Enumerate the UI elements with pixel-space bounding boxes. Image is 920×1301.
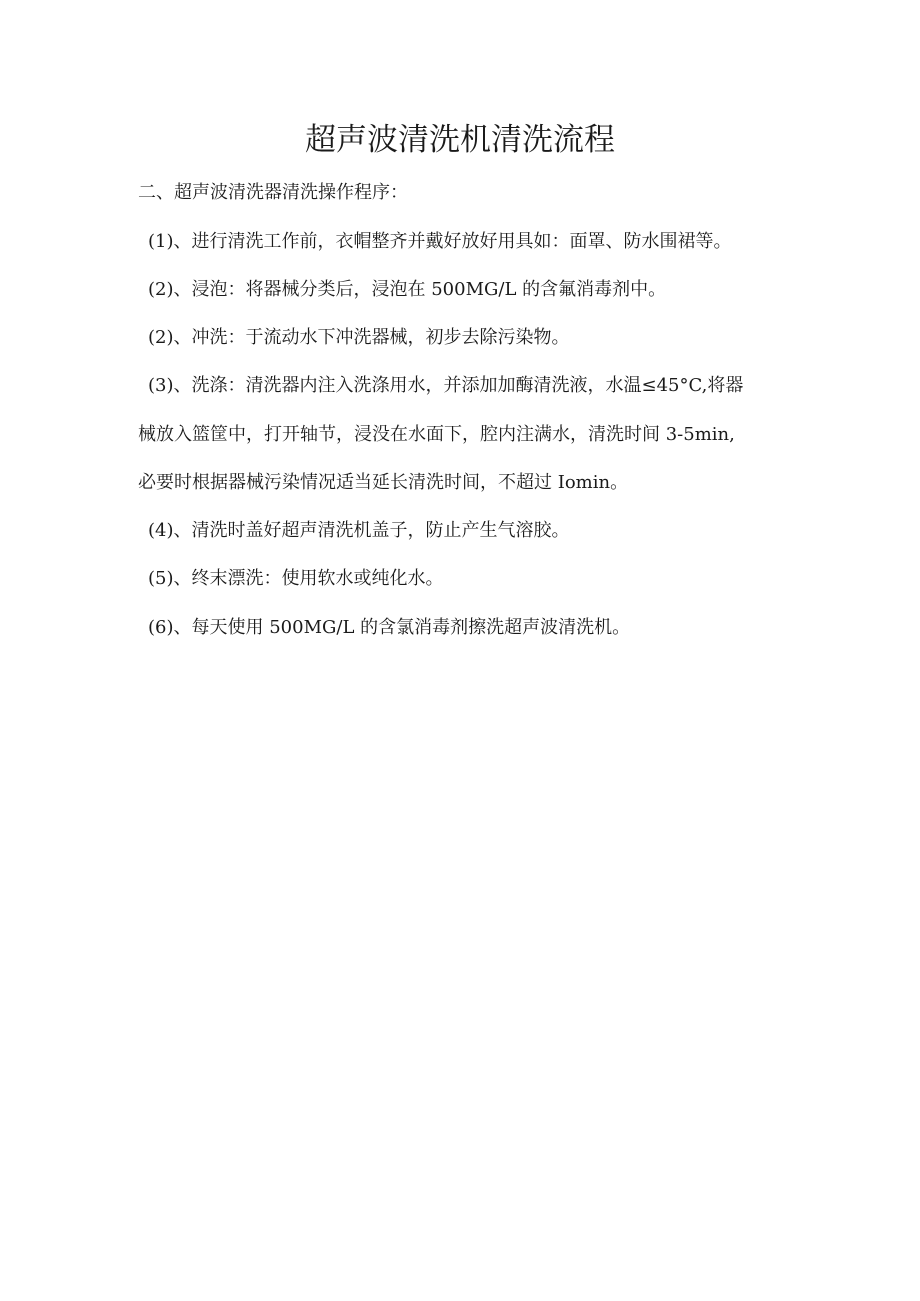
step-line-continuation: 必要时根据器械污染情况适当延长清洗时间，不超过 Iomin。	[138, 472, 629, 493]
step-line: (5)、终末漂洗：使用软水或纯化水。	[148, 568, 444, 589]
step-line: (2)、浸泡：将器械分类后，浸泡在 500MG/L 的含氟消毒剂中。	[148, 279, 667, 300]
step-line: (3)、洗涤：清洗器内注入洗涤用水，并添加加酶清洗液，水温≤45°C,将器	[148, 375, 744, 396]
document-title: 超声波清洗机清洗流程	[305, 122, 615, 158]
step-line: (2)、冲洗：于流动水下冲洗器械，初步去除污染物。	[148, 327, 570, 348]
step-line-continuation: 械放入篮筐中，打开轴节，浸没在水面下，腔内注满水，清洗时间 3-5min,	[138, 424, 735, 445]
step-line: (6)、每天使用 500MG/L 的含氯消毒剂擦洗超声波清洗机。	[148, 617, 631, 638]
step-line: (1)、进行清洗工作前，衣帽整齐并戴好放好用具如：面罩、防水围裙等。	[148, 231, 732, 252]
section-heading: 二、超声波清洗器清洗操作程序：	[138, 182, 408, 203]
step-line: (4)、清洗时盖好超声清洗机盖子，防止产生气溶胶。	[148, 520, 570, 541]
